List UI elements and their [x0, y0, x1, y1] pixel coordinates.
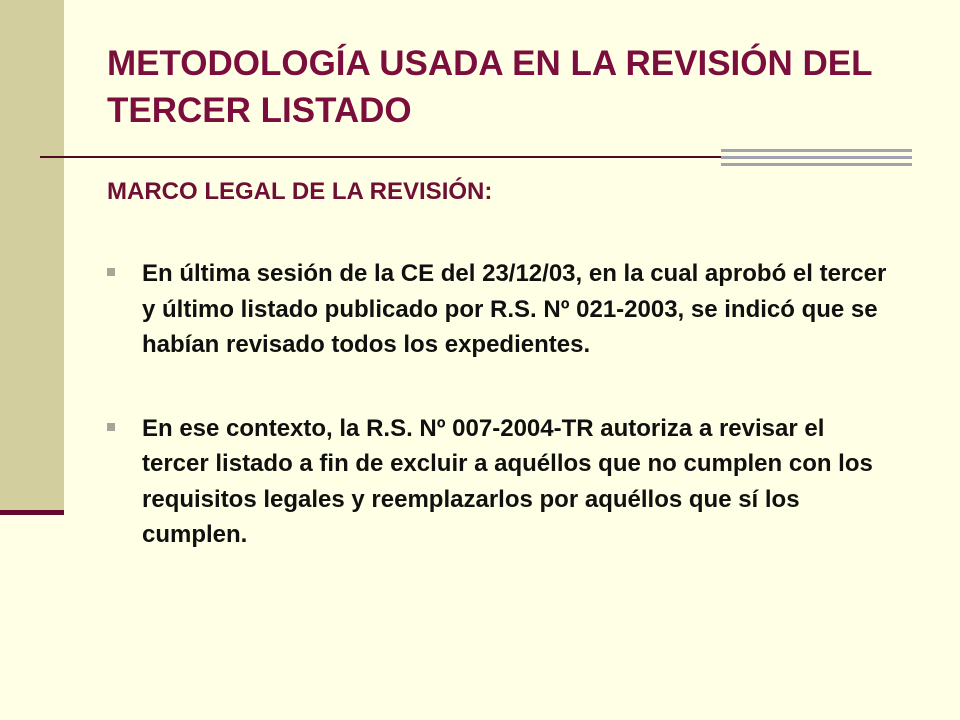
left-side-band — [0, 0, 64, 510]
gray-rule-line — [721, 149, 912, 152]
bullet-item — [107, 256, 897, 363]
section-subtitle: MARCO LEGAL DE LA REVISIÓN: — [107, 178, 493, 205]
bullet-item — [107, 411, 897, 553]
title-divider-line — [40, 156, 721, 158]
square-bullet-icon — [107, 423, 115, 431]
gray-rule-line — [721, 156, 912, 159]
bullet-list — [107, 256, 897, 601]
left-side-accent-bar — [0, 510, 64, 515]
gray-rule-line — [721, 163, 912, 166]
title-divider-gray-lines — [721, 149, 912, 166]
square-bullet-icon — [107, 268, 115, 276]
bullet-text: En última sesión de la CE del 23/12/03, en la cual aprobó el tercer y último listado publicado por R.S. Nº 021-2003, se indicó que se habían revisado todos los expedientes. — [142, 260, 887, 358]
slide-title: METODOLOGÍA USADA EN LA REVISIÓN DEL TERCER LISTADO — [107, 44, 872, 130]
bullet-text: En ese contexto, la R.S. Nº 007-2004-TR autoriza a revisar el tercer listado a fin de excluir a aquéllos que no cumplen con los requisitos legales y reemplazarlos por aquéllos que sí los cumplen. — [142, 414, 873, 548]
